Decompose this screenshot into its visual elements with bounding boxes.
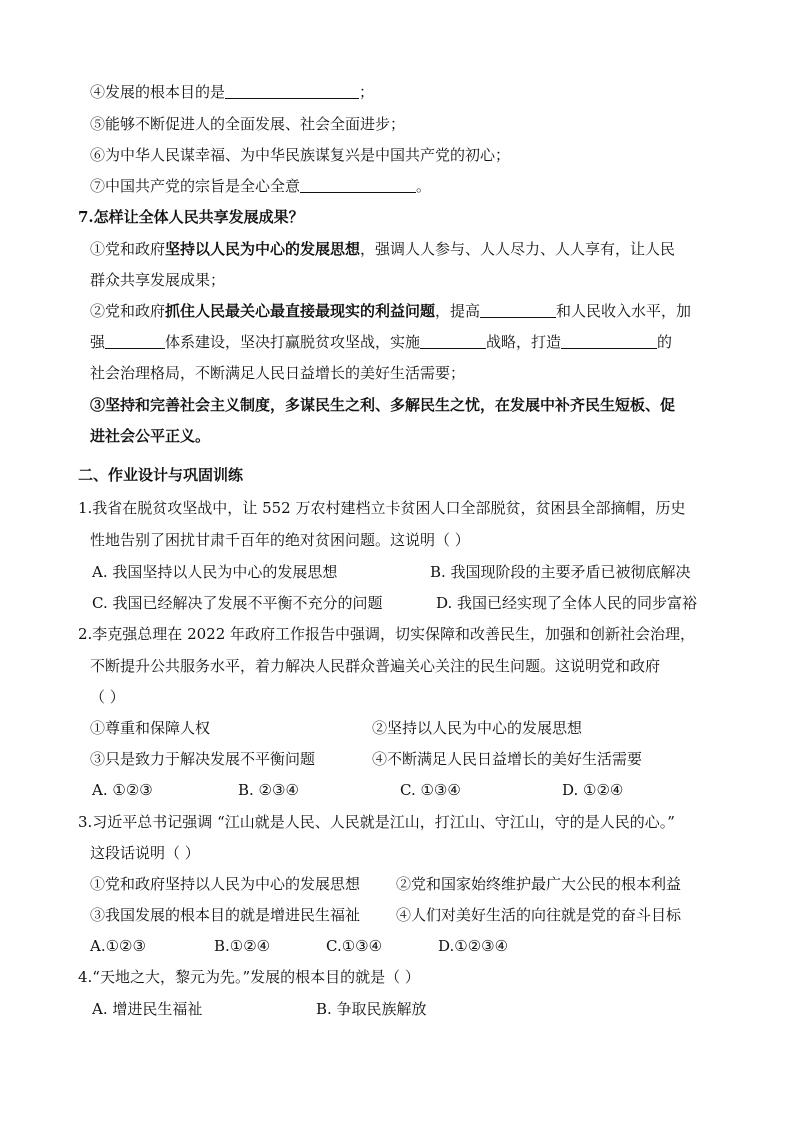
item-5: ⑤能够不断促进人的全面发展、社会全面进步； [90,115,406,133]
q1-option-d[interactable]: D. 我国已经实现了全体人民的同步富裕 [436,594,698,612]
q2-stem: 2.李克强总理在 2022 年政府工作报告中强调，切实保障和改善民生，加强和创新社会治理， [78,625,696,643]
answer-blank[interactable] [225,82,359,99]
text: ，提高 [435,302,481,320]
q2-statement-1: ①尊重和保障人权 [90,719,211,737]
q3-statement-3: ③我国发展的根本目的就是增进民生福祉 [90,906,361,924]
answer-blank[interactable] [420,332,486,349]
q3-option-c[interactable]: C.①③④ [326,937,383,955]
section-2-heading: 二、作业设计与巩固训练 [78,466,244,484]
q7-point-2-end: 社会治理格局，不断满足人民日益增长的美好生活需要； [90,364,466,382]
q3-option-d[interactable]: D.①②③④ [438,937,509,955]
q7-point-1-cont: 群众共享发展成果； [90,271,226,289]
q2-stem-paren: （ ） [90,688,125,706]
q2-statement-4: ④不断满足人民日益增长的美好生活需要 [372,750,643,768]
q3-statement-2: ②党和国家始终维护最广大公民的根本利益 [396,875,682,893]
q3-option-b[interactable]: B.①②④ [214,937,271,955]
answer-blank[interactable] [300,176,416,193]
q4-option-a[interactable]: A. 增进民生福祉 [92,1000,203,1018]
bold-text: 坚持以人民为中心的发展思想 [165,240,361,258]
q1-option-c[interactable]: C. 我国已经解决了发展不平衡不充分的问题 [92,594,383,612]
q3-stem-cont: 这段话说明（ ） [90,844,200,862]
q4-stem: 4.“天地之大，黎元为先。”发展的根本目的就是（ ） [78,968,420,986]
q3-option-a[interactable]: A.①②③ [90,937,146,955]
answer-blank[interactable] [480,301,556,318]
item-7-end: 。 [416,177,432,195]
item-4-text: ④发展的根本目的是 [90,83,226,101]
q3-statement-1: ①党和政府坚持以人民为中心的发展思想 [90,875,361,893]
answer-blank[interactable] [105,332,165,349]
q2-option-b[interactable]: B. ②③④ [238,781,299,799]
text: 的 [657,333,673,351]
q7-point-2-cont [90,332,672,352]
q2-option-c[interactable]: C. ①③④ [400,781,461,799]
question-7-title: 7.怎样让全体人民共享发展成果？ [78,208,304,226]
item-7-text: ⑦中国共产党的宗旨是全心全意 [90,177,301,195]
q7-point-2 [90,301,691,321]
answer-blank[interactable] [561,332,657,349]
item-6: ⑥为中华人民谋幸福、为中华民族谋复兴是中国共产党的初心； [90,146,511,164]
text: ②党和政府 [90,302,166,320]
q7-point-3-cont: 进社会公平正义。 [90,427,211,445]
q2-statement-3: ③只是致力于解决发展不平衡问题 [90,750,316,768]
q1-stem: 1.我省在脱贫攻坚战中，让 552 万农村建档立卡贫困人口全部脱贫，贫困县全部摘帽，历史 [78,499,686,517]
q2-option-a[interactable]: A. ①②③ [92,781,153,799]
q1-option-b[interactable]: B. 我国现阶段的主要矛盾已被彻底解决 [430,563,691,581]
q4-option-b[interactable]: B. 争取民族解放 [316,1000,427,1018]
q1-option-a[interactable]: A. 我国坚持以人民为中心的发展思想 [92,563,338,581]
q3-stem: 3.习近平总书记强调 “江山就是人民、人民就是江山，打江山、守江山，守的是人民的心。” [78,813,675,831]
text: ，强调人人参与、人人尽力、人人享有，让人民 [360,240,676,258]
text: 强 [90,333,106,351]
q7-point-1 [90,239,675,259]
q3-statement-4: ④人们对美好生活的向往就是党的奋斗目标 [396,906,682,924]
q2-stem-cont: 不断提升公共服务水平，着力解决人民群众普遍关心关注的民生问题。这说明党和政府 [90,657,661,675]
item-4-end: ； [359,83,375,101]
item-7 [90,176,431,196]
q1-stem-cont: 性地告别了困扰甘肃千百年的绝对贫困问题。这说明（ ） [90,531,470,549]
text: 和人民收入水平，加 [556,302,692,320]
q7-point-3: ③坚持和完善社会主义制度，多谋民生之利、多解民生之忧，在发展中补齐民生短板、促 [90,396,676,414]
q2-option-d[interactable]: D. ①②④ [562,781,624,799]
q2-statement-2: ②坚持以人民为中心的发展思想 [372,719,583,737]
text: ①党和政府 [90,240,166,258]
text: 体系建设，坚决打赢脱贫攻坚战，实施 [165,333,421,351]
bold-text: 抓住人民最关心最直接最现实的利益问题 [165,302,436,320]
text: 战略，打造 [486,333,562,351]
item-4 [90,82,374,102]
